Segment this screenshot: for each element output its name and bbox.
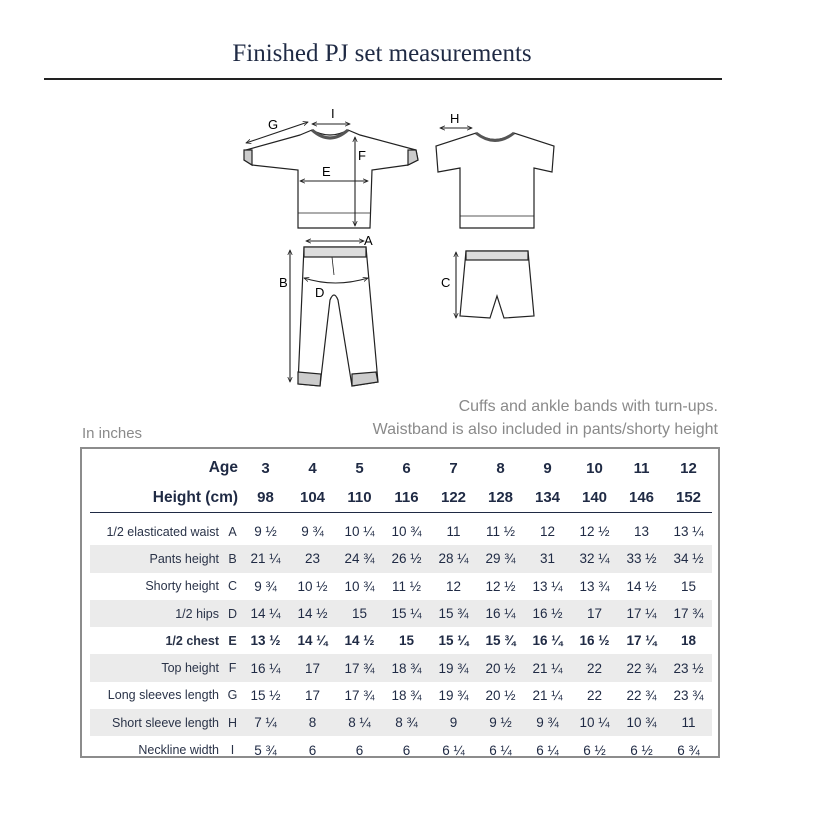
row-label: Top height — [90, 654, 223, 681]
note-waistband: Waistband is also included in pants/shorty height — [372, 421, 718, 438]
value-cell: 34 ½ — [665, 545, 712, 572]
letter-b: B — [279, 275, 288, 290]
value-cell: 6 ¼ — [442, 742, 465, 758]
garment-diagram — [230, 100, 570, 400]
value-cell: 11 ½ — [486, 524, 516, 540]
value-cell: 6 — [308, 742, 317, 758]
value-cell: 15 ¼ — [438, 633, 469, 649]
shorts-drawing — [460, 251, 534, 318]
value-cell: 15 ½ — [250, 687, 281, 703]
value-cell: 23 ¾ — [673, 687, 704, 703]
value-cell: 6 — [355, 742, 364, 758]
value-cell: 20 ½ — [477, 654, 524, 681]
value-cell: 15 ¾ — [430, 600, 477, 627]
age-cell: 12 — [680, 459, 697, 477]
value-cell: 16 ¼ — [532, 633, 563, 649]
row-letter: A — [228, 524, 237, 539]
value-cell: 6 ¼ — [536, 742, 559, 758]
value-cell: 17 — [305, 687, 321, 703]
value-cell: 28 ¼ — [430, 545, 477, 572]
row-letter: E — [228, 633, 237, 648]
value-cell: 8 — [289, 709, 336, 736]
row-label: Neckline width — [138, 743, 219, 758]
row-label: Pants height — [90, 545, 223, 572]
letter-i: I — [331, 106, 335, 121]
table-row — [90, 545, 712, 572]
value-cell: 6 ½ — [630, 742, 653, 758]
letter-g: G — [268, 117, 279, 132]
age-cell: 9 — [543, 459, 552, 477]
age-cell: 7 — [449, 459, 458, 477]
table-row — [90, 654, 712, 681]
value-cell: 22 ¾ — [626, 687, 657, 703]
value-cell: 6 ½ — [583, 742, 606, 758]
table-row — [90, 627, 712, 654]
value-cell: 9 ¾ — [524, 709, 571, 736]
letter-e: E — [322, 164, 331, 179]
value-cell: 17 ¾ — [344, 687, 375, 703]
title-divider — [44, 78, 722, 80]
value-cell: 13 — [634, 524, 650, 540]
value-cell: 17 ¾ — [336, 654, 383, 681]
value-cell: 10 ¼ — [571, 709, 618, 736]
value-cell: 16 ¼ — [477, 600, 524, 627]
age-cell: 3 — [261, 459, 270, 477]
value-cell: 23 — [289, 545, 336, 572]
value-cell: 13 ¾ — [579, 578, 610, 594]
value-cell: 9 ¾ — [254, 578, 277, 594]
value-cell: 21 ¼ — [532, 687, 563, 703]
height-cell: 122 — [430, 483, 477, 513]
value-cell: 19 ¾ — [430, 654, 477, 681]
value-cell: 31 — [524, 545, 571, 572]
row-letter: H — [223, 709, 242, 736]
height-cell: 134 — [524, 483, 571, 513]
value-cell: 19 ¾ — [438, 687, 469, 703]
height-cell: 152 — [665, 483, 712, 513]
value-cell: 12 — [540, 524, 556, 540]
value-cell: 10 ¾ — [391, 524, 422, 540]
value-cell: 10 ¾ — [618, 709, 665, 736]
age-cell: 6 — [402, 459, 411, 477]
table-row — [90, 736, 712, 763]
value-cell: 5 ¾ — [254, 742, 277, 758]
row-letter: B — [223, 545, 242, 572]
height-header: Height (cm) — [90, 483, 242, 513]
value-cell: 16 ½ — [579, 633, 610, 649]
value-cell: 14 ¼ — [297, 633, 328, 649]
note-cuffs: Cuffs and ankle bands with turn-ups. — [458, 398, 718, 415]
row-label: 1/2 elasticated waist — [106, 524, 219, 539]
table-row — [90, 709, 712, 736]
value-cell: 9 — [430, 709, 477, 736]
letter-c: C — [441, 275, 451, 290]
height-cell: 146 — [618, 483, 665, 513]
value-cell: 9 ½ — [477, 709, 524, 736]
row-letter: G — [227, 688, 238, 703]
value-cell: 9 ¾ — [301, 524, 324, 540]
value-cell: 13 ¼ — [673, 524, 704, 540]
value-cell: 18 ¾ — [391, 687, 422, 703]
letter-f: F — [358, 148, 366, 163]
value-cell: 13 ½ — [250, 633, 281, 649]
value-cell: 14 ¼ — [242, 600, 289, 627]
age-cell: 4 — [308, 459, 317, 477]
row-label: 1/2 chest — [165, 633, 219, 648]
value-cell: 8 ¼ — [336, 709, 383, 736]
value-cell: 17 ¼ — [626, 633, 657, 649]
value-cell: 17 ¼ — [618, 600, 665, 627]
value-cell: 9 ½ — [254, 524, 277, 540]
height-cell: 98 — [242, 483, 289, 513]
value-cell: 18 ¾ — [383, 654, 430, 681]
age-cell: 5 — [355, 459, 364, 477]
value-cell: 13 ¼ — [532, 578, 563, 594]
value-cell: 24 ¾ — [336, 545, 383, 572]
measurements-table — [80, 447, 720, 758]
units-label: In inches — [82, 425, 143, 442]
value-cell: 15 ¼ — [383, 600, 430, 627]
value-cell: 26 ½ — [383, 545, 430, 572]
value-cell: 11 — [446, 524, 461, 540]
value-cell: 16 ½ — [524, 600, 571, 627]
row-letter: F — [223, 654, 242, 681]
row-letter: I — [230, 743, 235, 758]
row-letter: C — [227, 579, 238, 594]
age-row — [90, 453, 712, 483]
value-cell: 21 ¼ — [524, 654, 571, 681]
height-row — [90, 483, 712, 513]
value-cell: 29 ¾ — [477, 545, 524, 572]
value-cell: 15 — [681, 578, 697, 594]
value-cell: 17 — [289, 654, 336, 681]
value-cell: 6 — [402, 742, 411, 758]
value-cell: 22 — [571, 654, 618, 681]
value-cell: 14 ½ — [626, 578, 657, 594]
construction-notes — [373, 395, 718, 441]
height-cell: 116 — [383, 483, 430, 513]
value-cell: 6 ¼ — [489, 742, 512, 758]
age-header: Age — [208, 459, 239, 476]
value-cell: 32 ¼ — [571, 545, 618, 572]
value-cell: 12 ½ — [579, 524, 610, 540]
table-row — [90, 682, 712, 709]
value-cell: 14 ½ — [344, 633, 375, 649]
value-cell: 6 ¾ — [677, 742, 700, 758]
value-cell: 15 ¾ — [485, 633, 516, 649]
row-label: Shorty height — [145, 579, 219, 594]
row-label: Short sleeve length — [90, 709, 223, 736]
age-cell: 11 — [633, 459, 650, 477]
table-row — [90, 600, 712, 627]
letter-a: A — [364, 233, 373, 248]
value-cell: 16 ¼ — [242, 654, 289, 681]
height-cell: 140 — [571, 483, 618, 513]
age-cell: 8 — [496, 459, 505, 477]
height-cell: 128 — [477, 483, 524, 513]
value-cell: 12 — [446, 578, 462, 594]
value-cell: 22 — [587, 687, 603, 703]
table-row — [90, 518, 712, 545]
value-cell: 10 ½ — [297, 578, 328, 594]
value-cell: 15 — [399, 633, 415, 649]
value-cell: 18 — [681, 633, 697, 649]
value-cell: 10 ¼ — [344, 524, 375, 540]
value-cell: 10 ¾ — [344, 578, 375, 594]
value-cell: 23 ½ — [665, 654, 712, 681]
value-cell: 8 ¾ — [383, 709, 430, 736]
value-cell: 17 — [571, 600, 618, 627]
page-title: Finished PJ set measurements — [232, 40, 532, 67]
height-cell: 104 — [289, 483, 336, 513]
long-sleeve-top-drawing — [244, 130, 418, 228]
row-label: Long sleeves length — [107, 688, 219, 703]
value-cell: 12 ½ — [485, 578, 516, 594]
value-cell: 11 ½ — [392, 578, 422, 594]
row-label: 1/2 hips — [90, 600, 223, 627]
value-cell: 17 ¾ — [665, 600, 712, 627]
letter-h: H — [450, 111, 460, 126]
short-sleeve-top-drawing — [436, 133, 554, 228]
value-cell: 21 ¼ — [242, 545, 289, 572]
value-cell: 22 ¾ — [618, 654, 665, 681]
height-cell: 110 — [336, 483, 383, 513]
age-cell: 10 — [586, 459, 603, 477]
table-row — [90, 573, 712, 600]
pants-drawing — [298, 247, 378, 386]
value-cell: 33 ½ — [618, 545, 665, 572]
value-cell: 11 — [665, 709, 712, 736]
value-cell: 7 ¼ — [242, 709, 289, 736]
value-cell: 15 — [336, 600, 383, 627]
letter-d: D — [315, 285, 325, 300]
value-cell: 14 ½ — [289, 600, 336, 627]
value-cell: 20 ½ — [485, 687, 516, 703]
row-letter: D — [223, 600, 242, 627]
